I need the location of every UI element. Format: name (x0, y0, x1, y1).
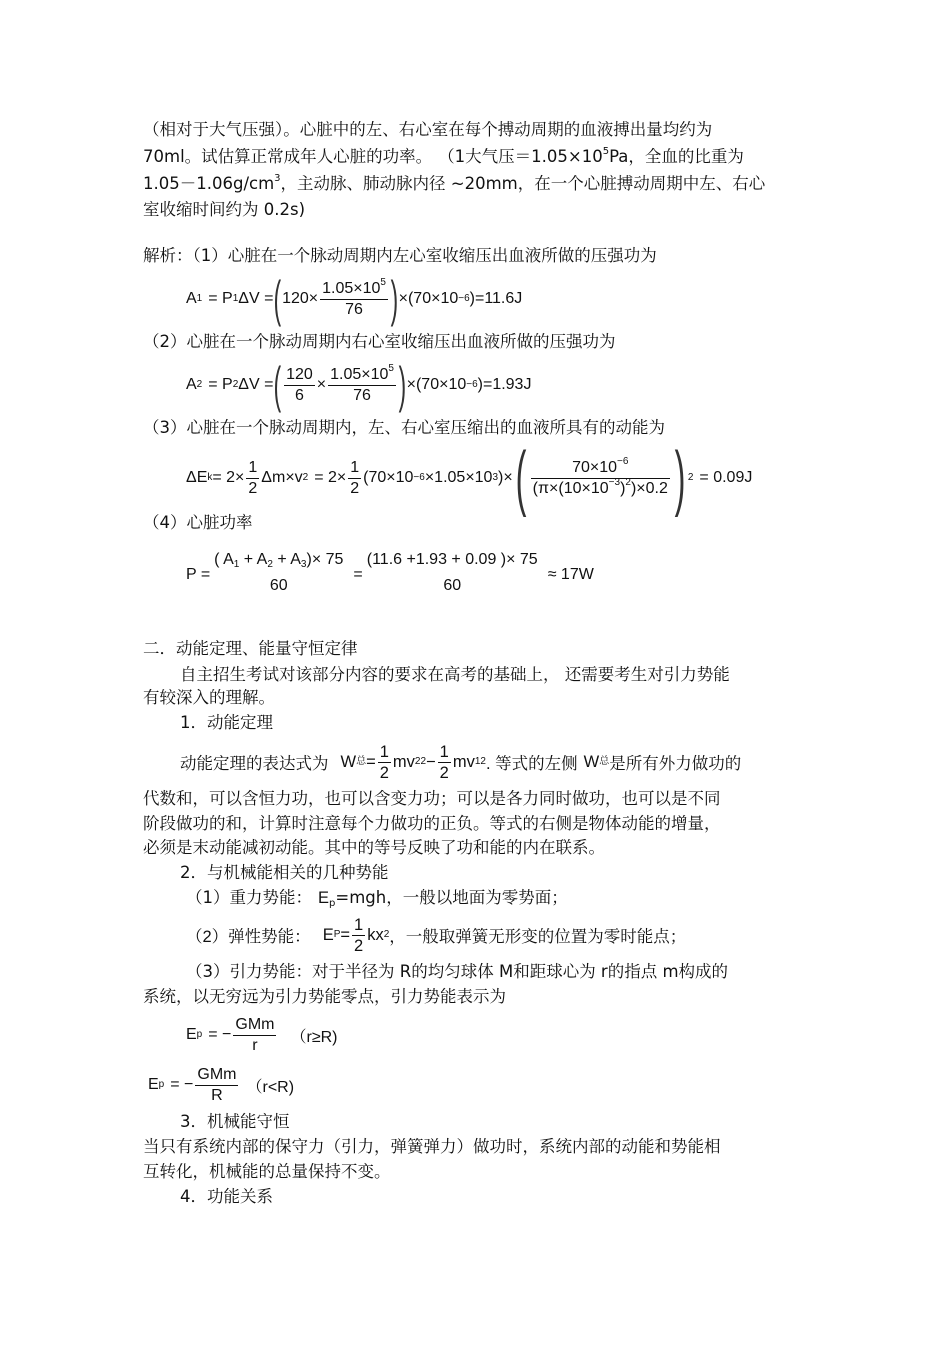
heading-work-energy (180, 1185, 273, 1209)
denominator: R (211, 1086, 223, 1104)
text: （3）引力势能：对于半径为 R的均匀球体 M和距球心为 r的指点 m构成的 (186, 962, 729, 981)
text: （相对于大气压强）。心脏中的左、右心室在每个搏动周期的血液搏出量均约为 (143, 120, 713, 139)
eq-result: = 0.09J (699, 469, 753, 486)
eq-result: )=11.6J (469, 290, 523, 307)
fraction (195, 1065, 238, 1106)
numerator: (11.6 +1.93 + 0.09 )× 75 (366, 551, 538, 568)
kinetic-theorem-line: 动能定理的表达式为 W 总 = $\frac{1}{2}$ mv 2 2 − $\frac{1}{2}$ mv 1 2 . 等式的左侧 W 总 是所有外力做功的 (180, 742, 742, 782)
step-3 (143, 416, 665, 440)
eq-term: = − (208, 1026, 232, 1043)
text: 有较深入的理解。 (143, 688, 275, 707)
text: ，一般取弹簧无形变的位置为零时能点； (389, 928, 687, 946)
subscript: 1 (233, 559, 240, 570)
subscript: p (329, 898, 336, 909)
superscript: 3 (274, 173, 281, 184)
text: 是所有外力做功的 (609, 755, 742, 773)
heading-conservation (180, 1110, 290, 1134)
gravity-formula-outside: E p = − $\frac{\text{GMm}}{r}$ （r≥R) (186, 1015, 338, 1054)
numerator: 120 (284, 365, 315, 386)
eq-term: = − (170, 1076, 194, 1093)
paragraph-3-line-2 (143, 1160, 391, 1184)
eq-term: Δm×v (261, 469, 303, 486)
left-paren: ( (274, 271, 282, 327)
denominator: 76 (345, 300, 363, 318)
text: （2）弹性势能： (186, 928, 311, 946)
text: 70ml。试估算正常成年人心脏的功率。 (143, 147, 433, 166)
eq-term: )× (498, 469, 513, 486)
left-paren: ( (274, 357, 282, 413)
numerator: 1 (354, 915, 364, 934)
subscript: 2 (267, 559, 273, 570)
eq-term: ×1.05×10 (424, 469, 493, 486)
text: ，主动脉、肺动脉内径 ~20mm，在一个心脏搏动周期中左、右心 (280, 174, 766, 193)
text: 动能定理的表达式为 (180, 755, 329, 773)
gravity-potential-line (186, 886, 568, 910)
eq-term: E (322, 925, 334, 944)
eq-term: = 2× (314, 469, 347, 486)
fraction (352, 915, 365, 956)
paragraph-2-line-1 (143, 787, 721, 811)
text: 代数和，可以含恒力功，也可以含变力功；可以是各力同时做功，也可以是不同 (143, 789, 721, 808)
eq-term: = P (208, 376, 233, 393)
text: 必须是末动能减初动能。其中的等号反映了功和能的内在联系。 (143, 838, 605, 857)
solution-header (143, 244, 657, 268)
numerator: GMm (233, 1015, 276, 1036)
denominator: )×0.2 (630, 479, 668, 497)
numerator: )× 75 (306, 551, 344, 568)
numerator: 1 (246, 458, 259, 479)
text: . 等式的左侧 (485, 755, 578, 773)
eq-result: ≈ 17W (547, 566, 594, 583)
eq-term: ×(70×10 (398, 290, 459, 307)
numerator: ( A (214, 551, 234, 568)
denominator: 60 (443, 577, 462, 594)
eq-term: kx (367, 925, 384, 944)
superscript: 5 (388, 362, 394, 374)
denominator: 2 (350, 479, 360, 497)
gravitational-potential-line-1 (186, 960, 728, 984)
right-paren: ) (398, 357, 407, 413)
eq-term: P = (186, 566, 211, 583)
text: 系统，以无穷远为引力势能零点，引力势能表示为 (143, 987, 506, 1006)
eq-term: = (366, 752, 376, 771)
denominator: 2 (379, 763, 389, 782)
condition: （r≥R) (290, 1028, 338, 1046)
text: 二．动能定理、能量守恒定律 (143, 639, 358, 658)
eq-term: = (340, 925, 351, 944)
fraction (246, 458, 259, 499)
eq-term: W (340, 752, 357, 771)
paragraph-1-line-2 (143, 686, 275, 710)
left-paren: ( (515, 438, 527, 518)
denominator: 2 (248, 479, 258, 497)
gravitational-potential-line-2 (143, 985, 506, 1009)
text: （3）心脏在一个脉动周期内，左、右心室压缩出的血液所具有的动能为 (143, 418, 665, 437)
heading-potential (180, 861, 389, 885)
text: 3．机械能守恒 (180, 1112, 290, 1131)
denominator: 76 (353, 386, 371, 404)
eq-term: ΔV = (238, 290, 274, 307)
fraction (378, 742, 391, 783)
denominator: ) (620, 479, 626, 497)
equation-2: A 2 = P 2 ΔV = ( $\frac{120}{6}$ × $\frac{1.05\times 10^5}{76}$ ) ×(70×10 −6 )=1.93J (186, 357, 532, 413)
denominator: 60 (269, 577, 288, 594)
denominator: (π×(10×10 (532, 479, 609, 497)
text: 1.05－1.06g/cm (143, 174, 275, 193)
eq-term: A (186, 376, 197, 393)
numerator: GMm (195, 1065, 238, 1086)
equation-4 (186, 548, 594, 602)
fraction (284, 365, 315, 406)
numerator: 1 (439, 742, 449, 761)
eq-term: = 2× (212, 469, 245, 486)
gravity-formula-inside: E p = − $\frac{\text{GMm}}{R}$ （r<R) (148, 1065, 295, 1104)
eq-term: E (318, 889, 330, 907)
numerator: + A (243, 551, 268, 568)
text: （2）心脏在一个脉动周期内右心室收缩压出血液所做的压强功为 (143, 332, 616, 351)
fraction (365, 549, 540, 601)
text: 解析：（1）心脏在一个脉动周期内左心室收缩压出血液所做的压强功为 (143, 246, 657, 265)
fraction (233, 1015, 276, 1056)
numerator: 1 (348, 458, 361, 479)
fraction (212, 549, 345, 601)
text: 阶段做功的和，计算时注意每个力做功的正负。等式的右侧是物体动能的增量， (143, 814, 721, 833)
text: 互转化，机械能的总量保持不变。 (143, 1162, 391, 1181)
paragraph-1-line-1 (180, 663, 730, 687)
eq-result: )=1.93J (477, 376, 532, 393)
intro-line-4 (143, 198, 305, 222)
denominator: 6 (294, 386, 304, 404)
fraction (531, 455, 670, 499)
section-title (143, 637, 358, 661)
text: 2．与机械能相关的几种势能 (180, 863, 389, 882)
condition: （r<R) (246, 1078, 295, 1096)
eq-term: = P (208, 290, 233, 307)
heading-kinetic (180, 711, 273, 735)
fraction (320, 276, 388, 320)
superscript: 2 (625, 476, 631, 488)
eq-term: ΔE (186, 469, 208, 486)
superscript: 5 (602, 146, 610, 157)
eq-term: × (316, 376, 327, 393)
denominator: 2 (439, 763, 449, 782)
eq-term: = (353, 566, 363, 583)
denominator: r (252, 1036, 258, 1054)
text: 4．功能关系 (180, 1187, 273, 1206)
text: （1大气压＝1.05×10 (438, 147, 603, 166)
equation-3: ΔE k = 2× $\frac{1}{2}$ Δm×v 2 = 2× $\frac{1}{2}$ (70×10 −6 ×1.05×10 3 )× ( $\frac{70\times 10^{-6}}{(\pi\times(10\times 10^{-3})^2)\times 0.2}$ ) 2 = 0.09J (186, 438, 753, 518)
numerator: 70×10 (572, 458, 618, 476)
text: （1）重力势能： (186, 888, 312, 907)
right-paren: ) (674, 438, 686, 518)
text: 自主招生考试对该部分内容的要求在高考的基础上， 还需要考生对引力势能 (180, 665, 730, 684)
paragraph-3-line-1 (143, 1135, 721, 1159)
numerator: + A (277, 551, 301, 568)
text: 室收缩时间约为 0.2s) (143, 200, 306, 219)
superscript: 5 (380, 276, 386, 288)
superscript: −6 (617, 455, 629, 467)
step-2 (143, 330, 616, 354)
eq-term: ΔV = (238, 376, 274, 393)
eq-term: − (426, 752, 436, 771)
text: 1．动能定理 (180, 713, 273, 732)
numerator: 1.05×10 (322, 279, 381, 297)
right-paren: ) (390, 271, 399, 327)
intro-line-3 (143, 172, 765, 196)
step-4 (143, 511, 253, 535)
numerator: 1.05×10 (330, 365, 389, 383)
denominator: 2 (354, 936, 364, 955)
elastic-potential-line: （2）弹性势能： E P = $\frac{1}{2}$ kx 2 ，一般取弹簧无形变的位置为零时能点； (186, 915, 687, 955)
text: =mgh，一般以地面为零势面； (335, 888, 568, 907)
eq-term: mv (452, 752, 475, 771)
text: Pa，全血的比重为 (609, 147, 744, 166)
intro-line-1 (143, 118, 712, 142)
fraction (438, 742, 451, 783)
eq-term: E (148, 1076, 159, 1093)
eq-term: A (186, 290, 197, 307)
paragraph-2-line-2 (143, 812, 721, 836)
text: 当只有系统内部的保守力（引力，弹簧弹力）做功时，系统内部的动能和势能相 (143, 1137, 721, 1156)
paragraph-2-line-3 (143, 836, 605, 860)
eq-term: (70×10 (363, 469, 414, 486)
intro-line-2 (143, 145, 744, 169)
fraction (348, 458, 361, 499)
fraction (328, 362, 396, 406)
eq-term: 120× (282, 290, 319, 307)
superscript: −3 (608, 476, 621, 488)
eq-term: W (583, 752, 600, 771)
text: （4）心脏功率 (143, 513, 253, 532)
numerator: 1 (379, 742, 389, 761)
eq-term: E (186, 1026, 197, 1043)
eq-term: mv (392, 752, 415, 771)
subscript: 3 (300, 559, 307, 570)
equation-1: A 1 = P 1 ΔV = ( 120× $\frac{1.05\times 10^5}{76}$ ) ×(70×10 −6 )=11.6J (186, 271, 523, 327)
eq-term: ×(70×10 (406, 376, 467, 393)
